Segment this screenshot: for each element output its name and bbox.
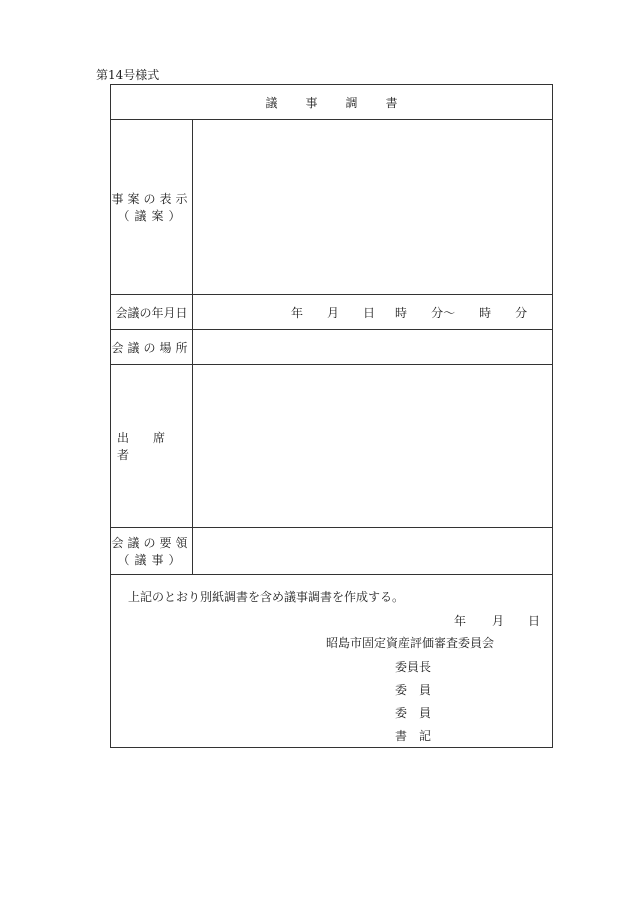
committee-name: 昭島市固定資産評価審査委員会 [326,636,495,650]
place-value-field[interactable] [192,330,552,364]
statement-text: 上記のとおり別紙調書を含め議事調書を作成する。 [128,590,405,604]
place-row [111,330,552,365]
summary-label: 会議の要領 [111,536,192,550]
summary-label-cell [111,528,193,574]
summary-value-field[interactable] [192,528,552,574]
year-unit: 年 [291,305,304,320]
case-value-field[interactable] [192,120,552,294]
footer-year-unit: 年 [454,614,467,628]
member1-title: 委員 [395,683,444,697]
date-label: 会議の年月日 [115,305,188,320]
case-label-cell [111,120,193,294]
case-row [111,120,552,295]
month-unit: 月 [327,305,340,320]
clerk-title: 書記 [395,729,444,743]
hour-unit: 時 [395,305,408,320]
case-sublabel: （議案） [117,209,186,223]
member2-title: 委員 [395,706,444,720]
attendees-row [111,365,552,528]
place-label-cell [111,330,193,364]
form-number: 第14号様式 [96,68,160,82]
footer-month-unit: 月 [492,614,505,628]
minutes-form [110,84,553,748]
signature-section [111,575,552,749]
day-unit: 日 [363,305,376,320]
case-label: 事案の表示 [111,192,192,206]
chair-title: 委員長 [395,660,432,674]
minute-from-unit: 分〜 [431,305,456,320]
date-row [111,295,552,330]
minute-to-unit: 分 [515,305,528,320]
form-title: 議事調書 [265,95,426,110]
summary-sublabel: （議事） [117,553,186,567]
date-value-field[interactable] [192,295,552,329]
attendees-label-cell [111,365,193,527]
attendees-label: 出席者 [117,431,190,462]
hour-to-unit: 時 [479,305,492,320]
title-row [111,85,552,120]
place-label: 会議の場所 [111,340,192,355]
attendees-value-field[interactable] [192,365,552,527]
datetime-fields [291,295,552,329]
footer-day-unit: 日 [528,614,541,628]
date-label-cell [111,295,193,329]
summary-row [111,528,552,575]
